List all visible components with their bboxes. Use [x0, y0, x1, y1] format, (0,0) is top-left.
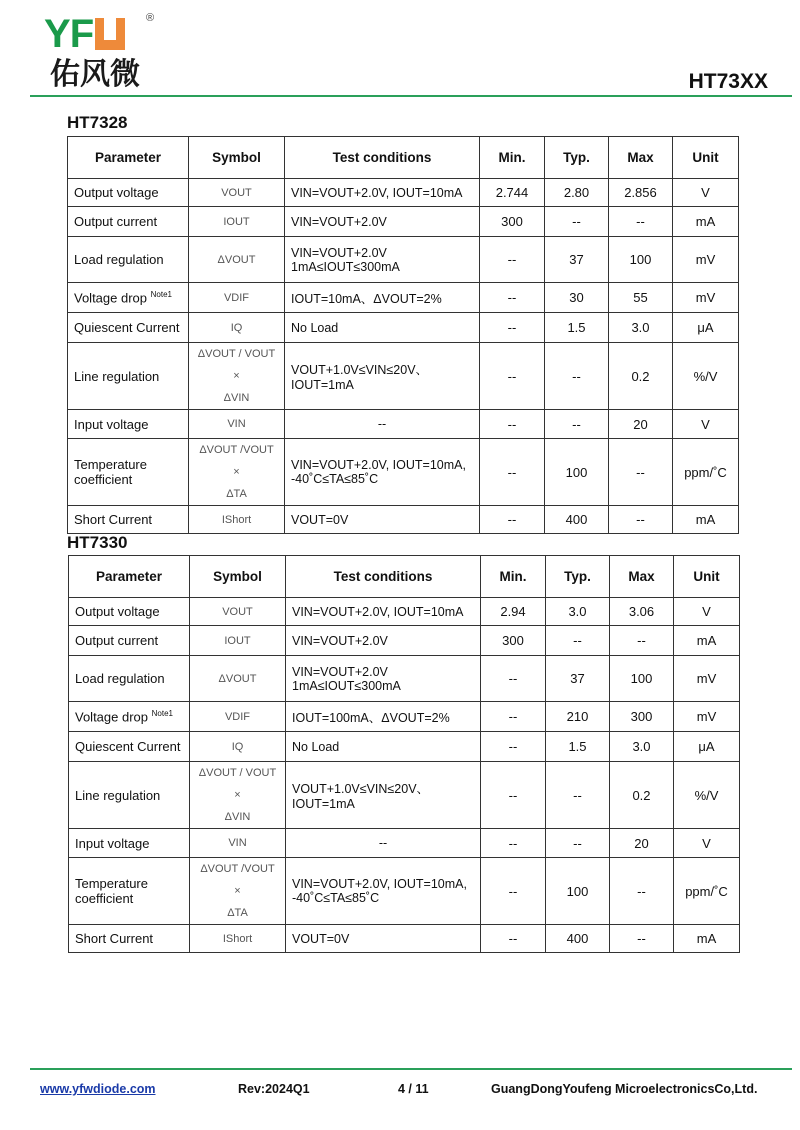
min-cell: --	[480, 237, 545, 283]
test-conditions-cell	[286, 829, 481, 858]
unit-cell: %/V	[673, 343, 739, 410]
condition-line: -40˚C≤TA≤85˚C	[291, 472, 379, 486]
min-cell: --	[481, 858, 546, 925]
symbol-cell	[189, 439, 285, 506]
parameter-label: Load regulation	[75, 671, 165, 686]
test-conditions-cell	[286, 702, 481, 732]
condition-line: VIN=VOUT+2.0V	[291, 245, 387, 260]
max-cell: --	[609, 207, 673, 237]
symbol-text: VDIF	[224, 710, 251, 723]
condition-line: --	[378, 836, 388, 850]
min-cell: --	[481, 732, 546, 762]
document-title: HT73XX	[688, 70, 768, 93]
min-cell: 300	[480, 207, 545, 237]
parameter-cell	[68, 439, 189, 506]
condition-line: VIN=VOUT+2.0V, IOUT=10mA	[291, 185, 463, 200]
symbol-cell	[190, 732, 286, 762]
symbol-cell	[189, 207, 285, 237]
parameter-label: Short Current	[75, 931, 154, 946]
symbol-text: ΔTA	[227, 907, 248, 919]
symbol-cell	[189, 179, 285, 207]
unit-cell: ppm/˚C	[673, 439, 739, 506]
symbol-text: ΔVOUT /VOUT ×	[199, 444, 274, 478]
unit-cell: mV	[673, 283, 739, 313]
parameter-cell	[68, 237, 189, 283]
unit-cell: V	[673, 179, 739, 207]
typ-cell: 210	[546, 702, 610, 732]
table-row	[69, 858, 740, 925]
min-cell: --	[480, 343, 545, 410]
unit-cell: ppm/˚C	[674, 858, 740, 925]
parameter-cell	[68, 410, 189, 439]
parameter-cell	[69, 858, 190, 925]
unit-cell: μA	[674, 732, 740, 762]
symbol-text: VIN	[228, 837, 247, 849]
condition-line: No Load	[291, 320, 339, 335]
table-row	[68, 179, 739, 207]
footnote-ref: Note1	[151, 708, 173, 718]
max-cell: 100	[609, 237, 673, 283]
column-header: Unit	[673, 137, 739, 179]
test-conditions-cell	[286, 626, 481, 656]
min-cell: --	[481, 656, 546, 702]
typ-cell: --	[545, 207, 609, 237]
symbol-cell	[190, 626, 286, 656]
test-conditions-cell	[285, 313, 480, 343]
parameter-cell	[69, 656, 190, 702]
parameter-label: Input voltage	[75, 835, 150, 851]
test-conditions-cell	[286, 925, 481, 953]
symbol-text: IShort	[222, 932, 253, 945]
max-cell: 3.06	[610, 598, 674, 626]
logo-letter-f: F	[69, 12, 94, 56]
symbol-text: ΔVIN	[224, 811, 251, 823]
typ-cell: 2.80	[545, 179, 609, 207]
parameter-label: Line regulation	[75, 787, 161, 803]
unit-cell: V	[673, 410, 739, 439]
symbol-text: VDIF	[223, 291, 250, 304]
min-cell: --	[480, 313, 545, 343]
condition-line: No Load	[292, 739, 340, 754]
parameter-cell	[68, 506, 189, 534]
symbol-text: ΔVOUT	[218, 672, 257, 685]
parameter-label: Line regulation	[74, 368, 160, 384]
typ-cell: 400	[545, 506, 609, 534]
test-conditions-cell	[285, 179, 480, 207]
page-number: 4 / 11	[398, 1082, 429, 1096]
column-header: Typ.	[545, 137, 609, 179]
parameter-cell	[69, 762, 190, 829]
logo-letter-y: Y	[44, 12, 70, 56]
column-header: Test conditions	[286, 556, 481, 598]
max-cell: 2.856	[609, 179, 673, 207]
unit-cell: mV	[674, 656, 740, 702]
symbol-text: ΔVOUT /VOUT ×	[200, 863, 275, 897]
parameter-label: Quiescent Current	[74, 320, 180, 335]
column-header: Parameter	[69, 556, 190, 598]
symbol-text: ΔVOUT	[217, 253, 256, 266]
condition-line: VIN=VOUT+2.0V, IOUT=10mA	[292, 604, 464, 619]
min-cell: --	[480, 439, 545, 506]
table-row	[69, 829, 740, 858]
table-row	[68, 410, 739, 439]
condition-line: IOUT=100mA、ΔVOUT=2%	[292, 710, 450, 725]
max-cell: 0.2	[610, 762, 674, 829]
parameter-cell	[68, 283, 189, 313]
max-cell: 3.0	[610, 732, 674, 762]
min-cell: --	[481, 702, 546, 732]
typ-cell: 37	[545, 237, 609, 283]
typ-cell: 37	[546, 656, 610, 702]
table-header-row	[68, 137, 739, 179]
typ-cell: --	[546, 762, 610, 829]
parameter-cell	[68, 313, 189, 343]
test-conditions-cell	[285, 237, 480, 283]
condition-line: 1mA≤IOUT≤300mA	[291, 259, 400, 274]
unit-cell: V	[674, 829, 740, 858]
table-row	[69, 732, 740, 762]
max-cell: --	[609, 506, 673, 534]
company-logo	[44, 14, 164, 94]
symbol-text: VOUT	[221, 186, 252, 199]
parameter-cell	[68, 207, 189, 237]
column-header: Symbol	[190, 556, 286, 598]
symbol-cell	[189, 506, 285, 534]
table-row	[69, 702, 740, 732]
column-header: Min.	[480, 137, 545, 179]
header-divider	[30, 95, 792, 97]
parameter-cell	[69, 598, 190, 626]
unit-cell: mA	[673, 506, 739, 534]
typ-cell: --	[546, 829, 610, 858]
unit-cell: mV	[673, 237, 739, 283]
column-header: Typ.	[546, 556, 610, 598]
max-cell: 3.0	[609, 313, 673, 343]
unit-cell: mA	[674, 925, 740, 953]
symbol-cell	[189, 313, 285, 343]
logo-wordmark	[44, 14, 125, 54]
typ-cell: 100	[546, 858, 610, 925]
symbol-text: VOUT	[222, 605, 253, 618]
unit-cell: mA	[673, 207, 739, 237]
test-conditions-cell	[286, 598, 481, 626]
symbol-cell	[190, 925, 286, 953]
condition-line: 1mA≤IOUT≤300mA	[292, 678, 401, 693]
max-cell: 20	[610, 829, 674, 858]
revision-label: Rev:2024Q1	[238, 1082, 310, 1096]
condition-line: --	[377, 417, 387, 431]
symbol-cell	[190, 858, 286, 925]
parameter-cell	[69, 626, 190, 656]
typ-cell: 400	[546, 925, 610, 953]
column-header: Unit	[674, 556, 740, 598]
parameter-cell	[69, 829, 190, 858]
min-cell: 2.744	[480, 179, 545, 207]
max-cell: 0.2	[609, 343, 673, 410]
min-cell: --	[481, 762, 546, 829]
symbol-text: ΔVOUT / VOUT ×	[197, 348, 276, 382]
typ-cell: --	[545, 343, 609, 410]
parameter-label: Voltage drop	[74, 290, 148, 306]
symbol-cell	[189, 237, 285, 283]
table-row	[68, 506, 739, 534]
symbol-cell	[190, 829, 286, 858]
parameter-label: Temperature coefficient	[75, 876, 148, 906]
max-cell: 300	[610, 702, 674, 732]
column-header: Max	[609, 137, 673, 179]
symbol-text: ΔTA	[226, 488, 247, 500]
symbol-cell	[190, 702, 286, 732]
unit-cell: μA	[673, 313, 739, 343]
footnote-ref: Note1	[150, 289, 172, 299]
max-cell: 100	[610, 656, 674, 702]
column-header: Parameter	[68, 137, 189, 179]
table-row	[69, 626, 740, 656]
test-conditions-cell	[286, 732, 481, 762]
symbol-text: IQ	[231, 740, 244, 753]
test-conditions-cell	[285, 283, 480, 313]
parameter-cell	[68, 179, 189, 207]
column-header: Symbol	[189, 137, 285, 179]
company-name: GuangDongYoufeng MicroelectronicsCo,Ltd.	[491, 1082, 758, 1096]
parameter-cell	[69, 702, 190, 732]
test-conditions-cell	[285, 506, 480, 534]
symbol-text: IOUT	[224, 634, 251, 647]
parameter-label: Input voltage	[74, 416, 149, 432]
table-row	[69, 925, 740, 953]
parameter-label: Output voltage	[75, 604, 160, 619]
table-row	[68, 283, 739, 313]
condition-line: VIN=VOUT+2.0V	[291, 214, 387, 229]
logo-letter-u-icon	[95, 18, 125, 50]
test-conditions-cell	[285, 410, 480, 439]
unit-cell: %/V	[674, 762, 740, 829]
symbol-cell	[189, 283, 285, 313]
min-cell: --	[480, 506, 545, 534]
parameter-label: Quiescent Current	[75, 739, 181, 754]
symbol-text: IOUT	[223, 215, 250, 228]
parameter-label: Output voltage	[74, 185, 159, 200]
condition-line: VIN=VOUT+2.0V	[292, 664, 388, 679]
condition-line: -40˚C≤TA≤85˚C	[292, 891, 380, 905]
footer-divider	[30, 1068, 792, 1070]
test-conditions-cell	[286, 656, 481, 702]
symbol-cell	[189, 410, 285, 439]
typ-cell: 100	[545, 439, 609, 506]
table-row	[68, 439, 739, 506]
typ-cell: 1.5	[546, 732, 610, 762]
min-cell: 2.94	[481, 598, 546, 626]
test-conditions-cell	[286, 858, 481, 925]
min-cell: --	[480, 410, 545, 439]
parameter-label: Temperature coefficient	[74, 457, 147, 487]
table-row	[68, 313, 739, 343]
column-header: Min.	[481, 556, 546, 598]
typ-cell: 3.0	[546, 598, 610, 626]
symbol-cell	[190, 656, 286, 702]
typ-cell: --	[546, 626, 610, 656]
symbol-text: ΔVIN	[223, 392, 250, 404]
parameter-cell	[68, 343, 189, 410]
table-row	[69, 656, 740, 702]
logo-chinese-name: 佑风微	[50, 57, 140, 92]
max-cell: 55	[609, 283, 673, 313]
condition-line: VOUT+1.0V≤VIN≤20V、IOUT=1mA	[291, 363, 429, 392]
table-row	[68, 343, 739, 410]
symbol-cell	[190, 598, 286, 626]
condition-line: VIN=VOUT+2.0V, IOUT=10mA,	[292, 877, 467, 891]
test-conditions-cell	[285, 343, 480, 410]
spec-table-ht7330	[68, 555, 740, 953]
typ-cell: 1.5	[545, 313, 609, 343]
table-row	[68, 207, 739, 237]
symbol-text: VIN	[227, 418, 246, 430]
symbol-text: IQ	[230, 321, 243, 334]
section-title-ht7328: HT7328	[67, 113, 128, 132]
condition-line: VIN=VOUT+2.0V, IOUT=10mA,	[291, 458, 466, 472]
unit-cell: mV	[674, 702, 740, 732]
condition-line: VIN=VOUT+2.0V	[292, 633, 388, 648]
test-conditions-cell	[285, 207, 480, 237]
unit-cell: V	[674, 598, 740, 626]
section-title-ht7330: HT7330	[67, 533, 128, 552]
symbol-cell	[190, 762, 286, 829]
parameter-label: Voltage drop	[75, 709, 149, 725]
table-row	[69, 762, 740, 829]
spec-table-ht7328	[67, 136, 739, 534]
max-cell: 20	[609, 410, 673, 439]
condition-line: IOUT=10mA、ΔVOUT=2%	[291, 291, 442, 306]
max-cell: --	[610, 925, 674, 953]
column-header: Max	[610, 556, 674, 598]
min-cell: --	[481, 829, 546, 858]
column-header: Test conditions	[285, 137, 480, 179]
typ-cell: 30	[545, 283, 609, 313]
parameter-label: Output current	[75, 633, 159, 648]
max-cell: --	[610, 858, 674, 925]
parameter-cell	[69, 925, 190, 953]
test-conditions-cell	[285, 439, 480, 506]
max-cell: --	[610, 626, 674, 656]
min-cell: 300	[481, 626, 546, 656]
parameter-cell	[69, 732, 190, 762]
symbol-text: IShort	[221, 513, 252, 526]
registered-mark: ®	[146, 12, 155, 24]
table-row	[69, 598, 740, 626]
typ-cell: --	[545, 410, 609, 439]
condition-line: VOUT=0V	[291, 512, 349, 527]
parameter-label: Load regulation	[74, 252, 164, 267]
website-link[interactable]: www.yfwdiode.com	[40, 1082, 156, 1096]
min-cell: --	[481, 925, 546, 953]
parameter-label: Output current	[74, 214, 158, 229]
table-row	[68, 237, 739, 283]
min-cell: --	[480, 283, 545, 313]
symbol-cell	[189, 343, 285, 410]
unit-cell: mA	[674, 626, 740, 656]
parameter-label: Short Current	[74, 512, 153, 527]
max-cell: --	[609, 439, 673, 506]
condition-line: VOUT+1.0V≤VIN≤20V、IOUT=1mA	[292, 782, 430, 811]
condition-line: VOUT=0V	[292, 931, 350, 946]
symbol-text: ΔVOUT / VOUT ×	[198, 767, 277, 801]
table-header-row	[69, 556, 740, 598]
test-conditions-cell	[286, 762, 481, 829]
